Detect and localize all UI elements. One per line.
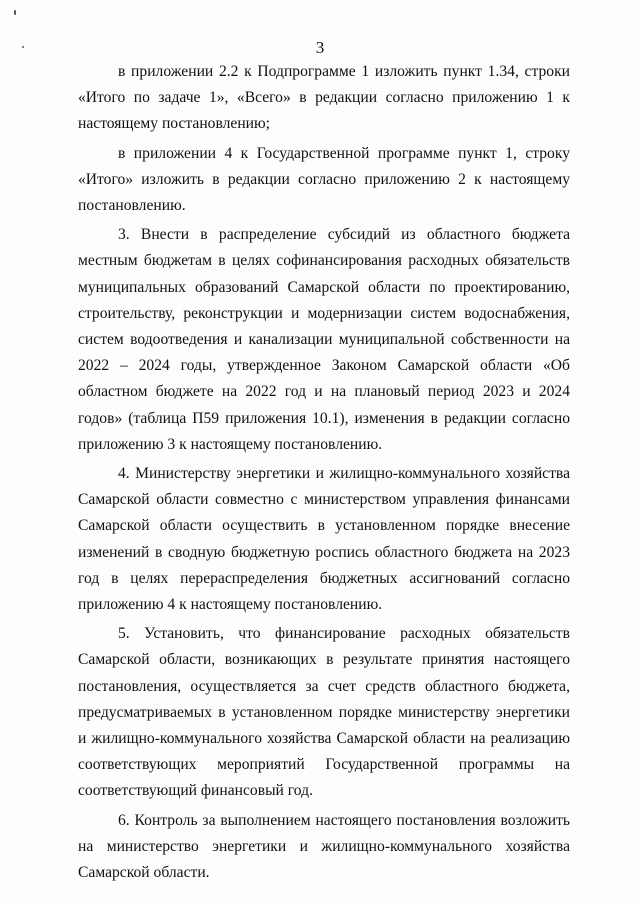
paragraph-item-5: 5. Установить, что финансирование расходных обязательств Самарской области, возникающих в результате принятия настоящего постановления, осуществляется за счет средств областного бюджета, предусматриваемых в установленном порядке министерству энергетики и жилищно-коммунального хозяйства Самарской области на реализацию соответствующих мероприятий Государственной программы на соответствующий финансовый год.: [78, 625, 570, 800]
page-number: 3: [315, 38, 325, 57]
paragraph-item-3: 3. Внести в распределение субсидий из областного бюджета местным бюджетам в целях софинансирования расходных обязательств муниципальных образований Самарской области по проектированию, строительству, реконструкции и модернизации систем водоснабжения, систем водоотведения и канализации муниципальной собственности на 2022 – 2024 годы, утвержденное Законом Самарской области «Об областном бюджете на 2022 год и на плановый период 2023 и 2024 годов» (таблица П59 приложения 10.1), изменения в редакции согласно приложению 3 к настоящему постановлению.: [78, 226, 570, 453]
document-body: [78, 56, 570, 886]
scan-speck: [14, 10, 16, 15]
paragraph-amend-appendix-2-2: в приложении 2.2 к Подпрограмме 1 изложить пункт 1.34, строки «Итого по задаче 1», «Всего» в редакции согласно приложению 1 к настоящему постановлению;: [78, 63, 570, 133]
paragraph-amend-appendix-4: в приложении 4 к Государственной программе пункт 1, строку «Итого» изложить в редакции согласно приложению 2 к настоящему постановлению.: [78, 144, 570, 215]
paragraph-item-6: 6. Контроль за выполнением настоящего постановления возложить на министерство энергетики и жилищно-коммунального хозяйства Самарской области.: [78, 811, 570, 882]
paragraph-item-4: 4. Министерству энергетики и жилищно-коммунального хозяйства Самарской области совместно с министерством управления финансами Самарской области осуществить в установленном порядке внесение изменений в сводную бюджетную роспись областного бюджета на 2023 год в целях перераспределения бюджетных ассигнований согласно приложению 4 к настоящему постановлению.: [78, 465, 570, 614]
